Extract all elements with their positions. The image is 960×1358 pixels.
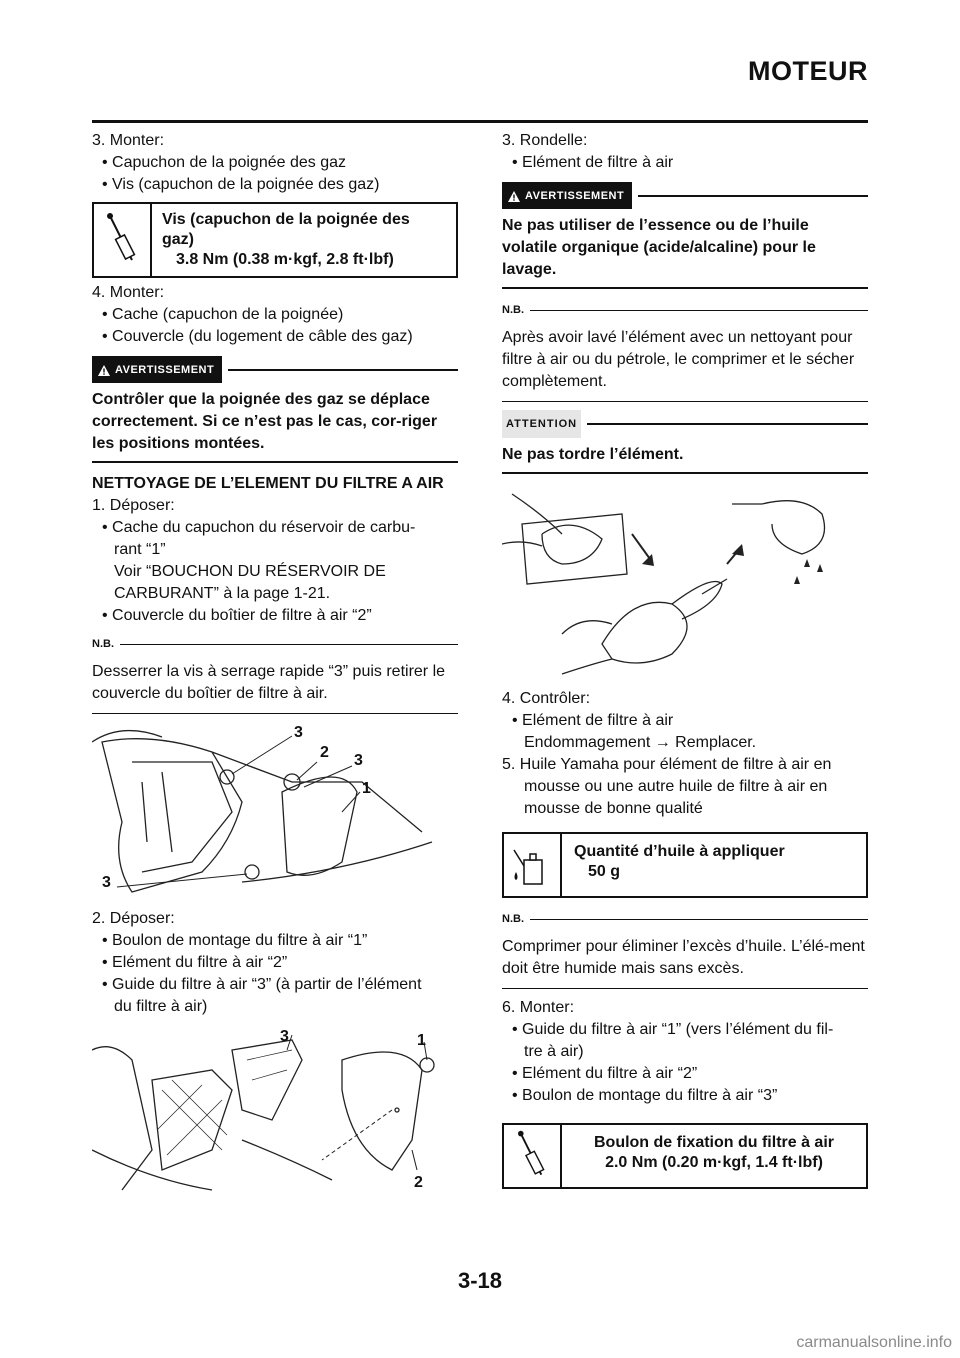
section-title: NETTOYAGE DE L’ELEMENT DU FILTRE A AIR (92, 475, 444, 492)
note-label: N.B. (502, 913, 524, 925)
remove-step-1-title: 1. Déposer: (92, 497, 175, 514)
warning-header (92, 356, 458, 383)
note-text: Comprimer pour éliminer l’excès d’huile. L’élé-ment doit être humide mais sans excès. (502, 930, 868, 989)
oil-quantity-box (502, 832, 868, 898)
remove-step-1-bullet-1: • Cache du capuchon du réservoir de carbu- (102, 519, 416, 536)
remove-step-2-bullet-1: • Boulon de montage du filtre à air “1” (102, 932, 368, 949)
reference-line-1: Voir “BOUCHON DU RÉSERVOIR DE (114, 563, 386, 580)
warning-label: AVERTISSEMENT (525, 190, 625, 202)
oil-quantity-title: Quantité d’huile à appliquer (574, 843, 785, 860)
check-step-bullet-1: • Elément de filtre à air (512, 712, 674, 729)
header-rule (92, 120, 868, 123)
remove-step-1-bullet-1-cont: rant “1” (114, 541, 166, 558)
figure-1-label-1: 1 (362, 780, 371, 797)
install-step-bullet-2: • Elément du filtre à air “2” (512, 1065, 698, 1082)
figure-airbox-cover (92, 722, 458, 902)
oil-quantity-value: 50 g (588, 863, 621, 880)
caution-header (502, 410, 868, 438)
note-label: N.B. (502, 304, 524, 316)
install-step-bullet-3: • Boulon de montage du filtre à air “3” (512, 1087, 778, 1104)
figure-2-label-2: 2 (414, 1174, 423, 1191)
step-4-title: 4. Monter: (92, 284, 165, 301)
left-column (92, 130, 458, 1200)
figure-air-filter (92, 1030, 458, 1200)
reference-line-2: CARBURANT” à la page 1-21. (114, 585, 331, 602)
note-header (502, 299, 868, 321)
torque-wrench-icon (94, 204, 152, 276)
warning-label: AVERTISSEMENT (115, 364, 215, 376)
caution-text: Ne pas tordre l’élément. (502, 438, 868, 474)
watermark: carmanualsonline.info (796, 1334, 952, 1351)
check-step-bullet-1-cont: Endommagement → Remplacer. (524, 734, 757, 751)
figure-2-label-1: 1 (417, 1032, 426, 1049)
page-header-title: MOTEUR (748, 56, 868, 86)
remove-step-2-bullet-3: • Guide du filtre à air “3” (à partir de l’élément (102, 976, 422, 993)
air-filter-illustration (92, 1030, 458, 1200)
washer-step-title: 3. Rondelle: (502, 132, 588, 149)
right-column (502, 130, 868, 1193)
oil-step-line-1: 5. Huile Yamaha pour élément de filtre à air en (502, 756, 832, 773)
oil-can-icon (504, 834, 562, 896)
figure-2-label-3: 3 (280, 1028, 289, 1045)
warning-triangle-icon (508, 191, 520, 202)
remove-step-2-title: 2. Déposer: (92, 910, 175, 927)
step-3-bullet-1: • Capuchon de la poignée des gaz (102, 154, 347, 171)
note-text: Après avoir lavé l’élément avec un nettoyant pour filtre à air ou du pétrole, le comprimer et le sécher complètement. (502, 321, 868, 402)
install-step-title: 6. Monter: (502, 999, 575, 1016)
check-step-title: 4. Contrôler: (502, 690, 591, 707)
remove-step-1-bullet-2: • Couvercle du boîtier de filtre à air “2” (102, 607, 372, 624)
figure-1-label-3b: 3 (354, 752, 363, 769)
torque-spec-box-1 (92, 202, 458, 278)
remove-step-2-bullet-2: • Elément du filtre à air “2” (102, 954, 288, 971)
caution-label: ATTENTION (502, 410, 581, 438)
airbox-cover-illustration (92, 722, 458, 902)
warning-badge (92, 356, 222, 383)
step-3-bullet-2: • Vis (capuchon de la poignée des gaz) (102, 176, 380, 193)
note-header (92, 633, 458, 655)
figure-1-label-3a: 3 (294, 724, 303, 741)
step-4-bullet-1: • Cache (capuchon de la poignée) (102, 306, 344, 323)
step-4-bullet-2: • Couvercle (du logement de câble des gaz) (102, 328, 413, 345)
warning-header (502, 182, 868, 209)
figure-filter-washing (502, 484, 868, 680)
torque-spec-value: 2.0 Nm (0.20 m·kgf, 1.4 ft·lbf) (605, 1154, 823, 1171)
note-header (502, 908, 868, 930)
torque-spec-title: Vis (capuchon de la poignée des gaz) (161, 211, 410, 248)
washer-step-bullet-1: • Elément de filtre à air (512, 154, 674, 171)
torque-spec-value: 3.8 Nm (0.38 m·kgf, 2.8 ft·lbf) (175, 251, 394, 268)
page-number: 3-18 (457, 1268, 503, 1293)
torque-spec-title: Boulon de fixation du filtre à air (593, 1134, 834, 1151)
filter-washing-illustration (502, 484, 868, 680)
step-3-title: 3. Monter: (92, 132, 165, 149)
warning-badge (502, 182, 632, 209)
install-step-bullet-1-cont: tre à air) (524, 1043, 584, 1060)
warning-text: Contrôler que la poignée des gaz se déplace correctement. Si ce n’est pas le cas, cor-riger les positions montées. (92, 383, 458, 463)
figure-1-label-2: 2 (320, 744, 329, 761)
torque-spec-box-2 (502, 1123, 868, 1189)
install-step-bullet-1: • Guide du filtre à air “1” (vers l’élément du fil- (512, 1021, 834, 1038)
note-label: N.B. (92, 638, 114, 650)
remove-step-2-bullet-3-cont: du filtre à air) (114, 998, 208, 1015)
figure-1-label-3c: 3 (102, 874, 111, 891)
oil-step-line-3: mousse de bonne qualité (524, 800, 703, 817)
note-text: Desserrer la vis à serrage rapide “3” puis retirer le couvercle du boîtier de filtre à air. (92, 655, 458, 714)
torque-wrench-icon (504, 1125, 562, 1187)
oil-step-line-2: mousse ou une autre huile de filtre à air en (524, 778, 828, 795)
warning-triangle-icon (98, 365, 110, 376)
warning-text: Ne pas utiliser de l’essence ou de l’huile volatile organique (acide/alcaline) pour le lavage. (502, 209, 868, 289)
